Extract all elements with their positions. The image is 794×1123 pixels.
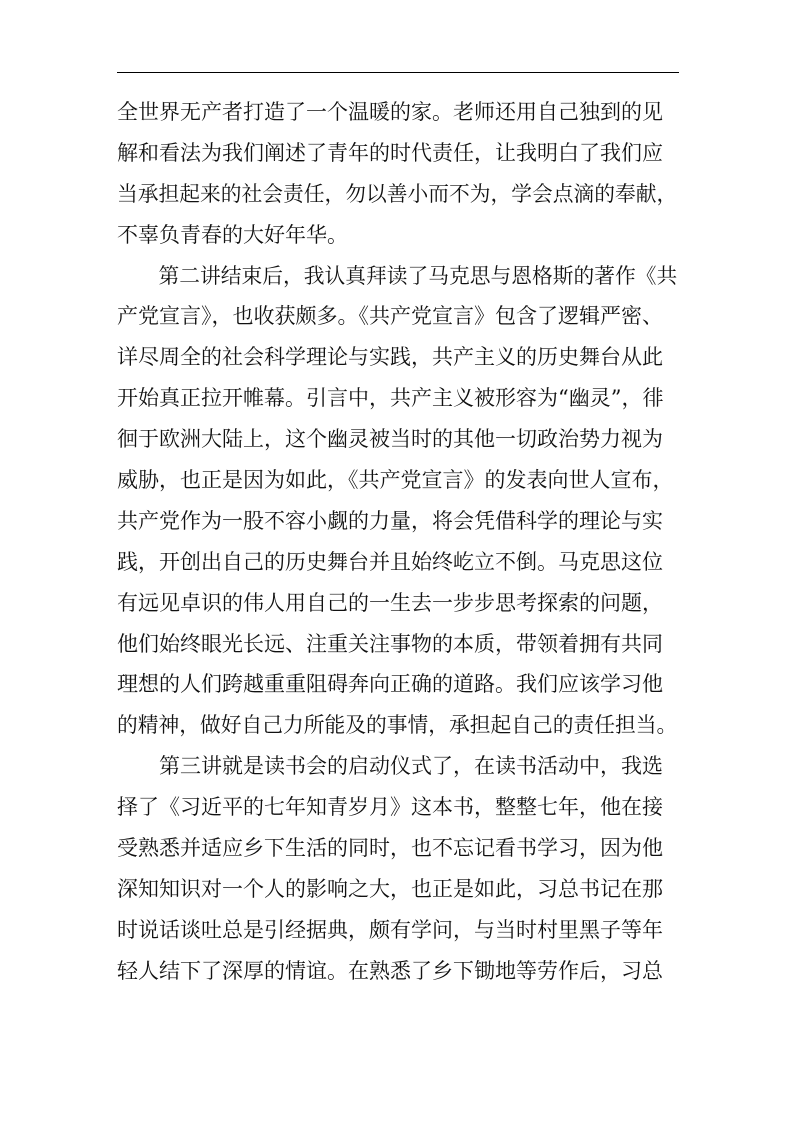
text-line: 全世界无产者打造了一个温暖的家。老师还用自己独到的见 xyxy=(117,100,663,124)
text-line: 不辜负青春的大好年华。 xyxy=(117,222,348,247)
text-line: 理想的人们跨越重重阻碍奔向正确的道路。我们应该学习他 xyxy=(117,672,663,697)
header-rule xyxy=(117,72,679,73)
text-line: 择了《习近平的七年知青岁月》这本书，整整七年，他在接 xyxy=(117,795,663,820)
text-line: 轻人结下了深厚的情谊。在熟悉了乡下锄地等劳作后，习总 xyxy=(117,958,663,983)
text-line: 有远见卓识的伟人用自己的一生去一步步思考探索的问题， xyxy=(117,590,663,615)
text-line: 第二讲结束后，我认真拜读了马克思与恩格斯的著作《共 xyxy=(117,263,678,288)
text-line: 解和看法为我们阐述了青年的时代责任，让我明白了我们应 xyxy=(117,140,663,165)
text-line: 详尽周全的社会科学理论与实践，共产主义的历史舞台从此 xyxy=(117,345,663,370)
text-line: 深知知识对一个人的影响之大，也正是如此，习总书记在那 xyxy=(117,876,663,901)
text-line: 践，开创出自己的历史舞台并且始终屹立不倒。马克思这位 xyxy=(117,549,663,574)
text-line: 受熟悉并适应乡下生活的同时，也不忘记看书学习，因为他 xyxy=(117,836,663,861)
text-line: 威胁，也正是因为如此，《共产党宣言》的发表向世人宣布， xyxy=(117,468,674,493)
text-line: 开始真正拉开帷幕。引言中，共产主义被形容为“幽灵”，徘 xyxy=(117,386,664,411)
text-line: 徊于欧洲大陆上，这个幽灵被当时的其他一切政治势力视为 xyxy=(117,427,663,452)
document-body xyxy=(117,92,683,992)
text-line: 第三讲就是读书会的启动仪式了，在读书活动中，我选 xyxy=(117,754,663,779)
text-line: 的精神，做好自己力所能及的事情，承担起自己的责任担当。 xyxy=(117,713,678,738)
text-line: 时说话谈吐总是引经据典，颇有学问，与当时村里黑子等年 xyxy=(117,917,663,942)
text-line: 他们始终眼光长远、注重关注事物的本质，带领着拥有共同 xyxy=(117,631,663,656)
text-line: 当承担起来的社会责任，勿以善小而不为，学会点滴的奉献， xyxy=(117,181,678,206)
text-line: 产党宣言》，也收获颇多。《共产党宣言》包含了逻辑严密、 xyxy=(117,304,663,329)
text-line: 共产党作为一股不容小觑的力量，将会凭借科学的理论与实 xyxy=(117,508,663,533)
